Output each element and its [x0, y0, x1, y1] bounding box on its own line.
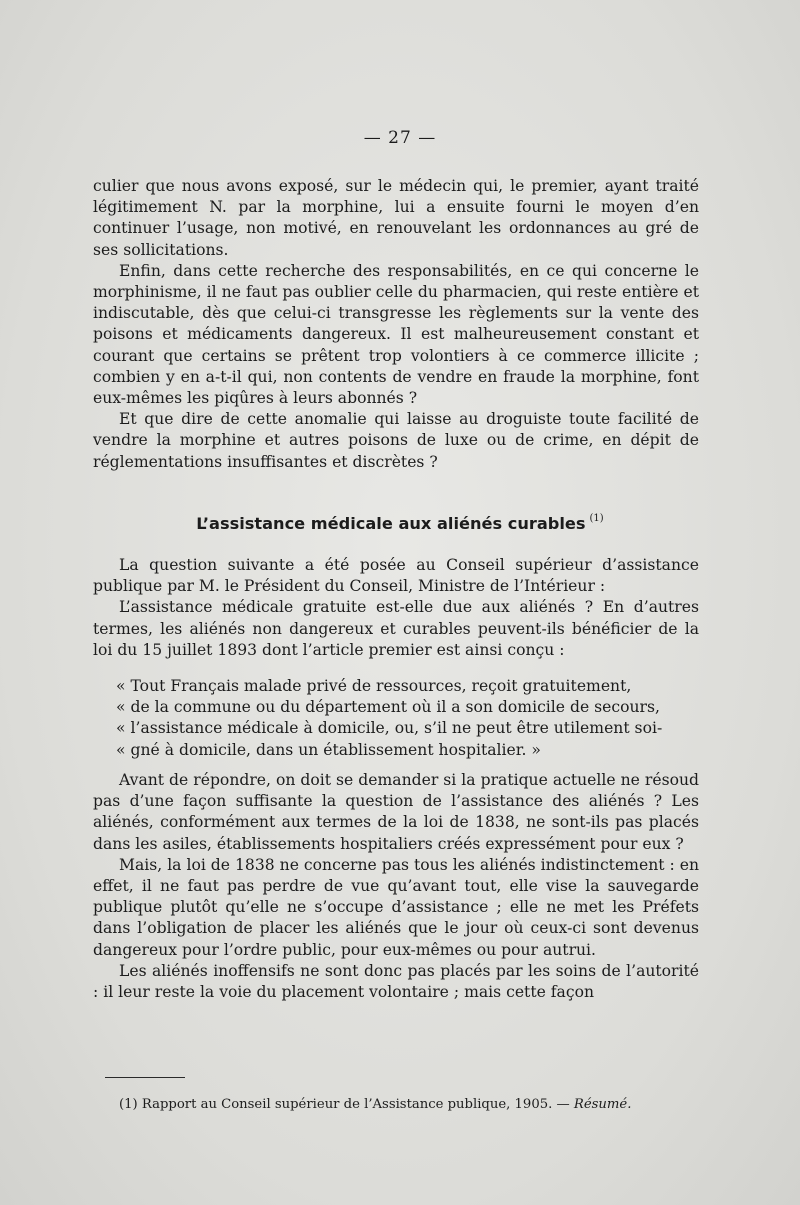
paragraph: Enfin, dans cette recherche des responsabilités, en ce qui concerne le morphinisme, il ne faut pas oublier celle du pharmacien, qui reste entière et indiscutable, dès que celui-ci transgresse les règlements sur la vente des poisons et médicaments dangereux. Il est malheureusement constant et courant que certains se prêtent trop volontiers à ce commerce illicite ; combien y en a-t-il qui, non contents de vendre en fraude la morphine, font eux-mêmes les piqûres à leurs abonnés ? [93, 261, 699, 408]
page-number: — 27 — [363, 128, 437, 148]
paragraph: culier que nous avons exposé, sur le médecin qui, le premier, ayant traité légitimement N. par la morphine, lui a ensuite fourni le moyen d’en continuer l’usage, non motivé, en renouvelant les ordonnances au gré de ses sollicitations. [93, 177, 699, 259]
section-text [93, 555, 699, 661]
quote-line: « de la commune ou du département où il a son domicile de secours, [116, 698, 660, 717]
section-heading-text: L’assistance médicale aux aliénés curables [196, 514, 586, 533]
paragraph: Avant de répondre, on doit se demander si la pratique actuelle ne résoud pas d’une façon suffisante la question de l’assistance des aliénés ? Les aliénés, conformément aux termes de la loi de 1838, ne sont-ils pas placés dans les asiles, établissements hospitaliers créés expressément pour eux ? [93, 771, 699, 853]
section-heading [0, 514, 800, 533]
law-quote [93, 676, 699, 761]
paragraph: L’assistance médicale gratuite est-elle due aux aliénés ? En d’autres termes, les aliénés non dangereux et curables peuvent-ils bénéficier de la loi du 15 juillet 1893 dont l’article premier est ainsi conçu : [93, 598, 699, 659]
analysis-text [93, 770, 699, 1003]
paragraph: La question suivante a été posée au Conseil supérieur d’assistance publique par M. le Président du Conseil, Ministre de l’Intérieur : [93, 556, 699, 596]
footnote-text: (1) Rapport au Conseil supérieur de l’Assistance publique, 1905. — [119, 1097, 570, 1112]
quote-line: « l’assistance médicale à domicile, ou, s’il ne peut être utilement soi- [116, 719, 663, 738]
paragraph: Les aliénés inoffensifs ne sont donc pas placés par les soins de l’autorité : il leur reste la voie du placement volontaire ; mais cette façon [93, 961, 699, 1002]
quote-line: « Tout Français malade privé de ressources, reçoit gratuitement, [116, 677, 632, 695]
intro-text [93, 176, 699, 473]
footnote-divider [105, 1077, 185, 1078]
quote-line: « gné à domicile, dans un établissement hospitalier. » [116, 740, 541, 759]
footnote-marker: (1) [589, 512, 604, 524]
footnote-italic: Résumé. [573, 1097, 632, 1112]
paragraph: Mais, la loi de 1838 ne concerne pas tous les aliénés indistinctement : en effet, il ne faut pas perdre de vue qu’avant tout, elle vise la sauvegarde publique plutôt qu’elle ne s’occupe d’assistance ; elle ne met les Préfets dans l’obligation de placer les aliénés que le jour où ceux-ci sont devenus dangereux pour l’ordre public, pour eux-mêmes ou pour autrui. [93, 855, 699, 959]
paragraph: Et que dire de cette anomalie qui laisse au droguiste toute facilité de vendre la morphine et autres poisons de luxe ou de crime, en dépit de réglementations insuffisantes et discrètes ? [93, 410, 699, 471]
footnote [93, 1096, 699, 1113]
